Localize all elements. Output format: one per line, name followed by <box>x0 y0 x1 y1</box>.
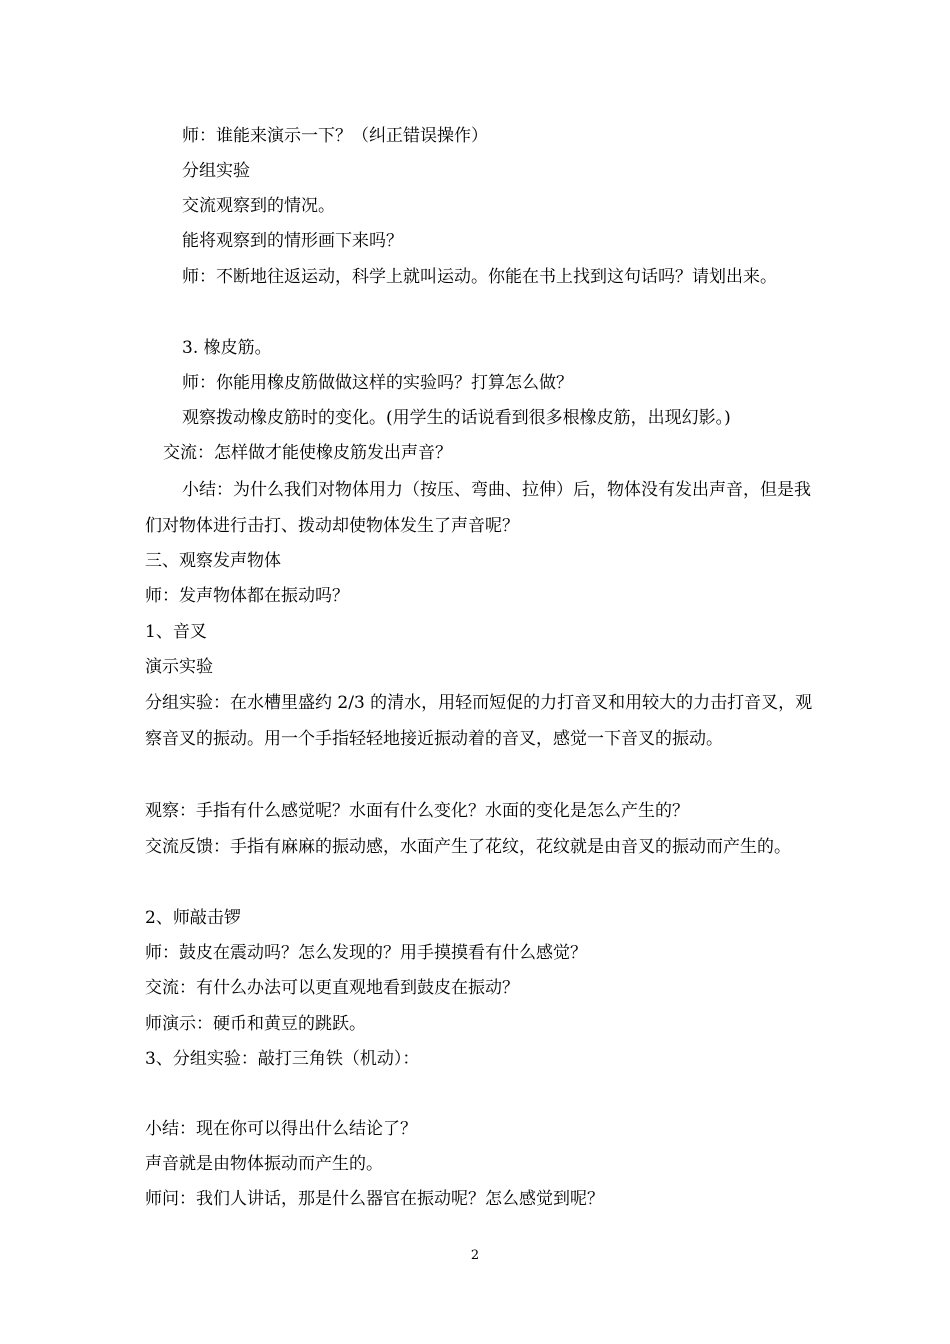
paragraph: 师：不断地往返运动，科学上就叫运动。你能在书上找到这句话吗？请划出来。 <box>182 267 777 287</box>
paragraph: 小结：为什么我们对物体用力（按压、弯曲、拉伸）后，物体没有发出声音，但是我们对物体进行击打、拨动却使物体发生了声音呢？ <box>145 480 811 536</box>
section-heading: 三、观察发声物体 <box>145 551 281 571</box>
paragraph: 交流反馈：手指有麻麻的振动感，水面产生了花纹，花纹就是由音叉的振动而产生的。 <box>145 837 791 857</box>
paragraph: 师：你能用橡皮筋做做这样的实验吗？打算怎么做？ <box>182 373 573 393</box>
page-number: 2 <box>470 1248 480 1263</box>
paragraph: 师问：我们人讲话，那是什么器官在振动呢？怎么感觉到呢？ <box>145 1189 604 1209</box>
subheading: 1、音叉 <box>145 622 207 642</box>
paragraph: 3. 橡皮筋。 <box>182 338 272 358</box>
paragraph: 能将观察到的情形画下来吗？ <box>182 231 403 251</box>
subheading: 3、分组实验：敲打三角铁（机动）： <box>145 1049 420 1069</box>
paragraph: 小结：现在你可以得出什么结论了？ <box>145 1119 417 1139</box>
paragraph: 观察拨动橡皮筋时的变化。(用学生的话说看到很多根橡皮筋，出现幻影。) <box>182 408 731 428</box>
paragraph: 观察：手指有什么感觉呢？水面有什么变化？水面的变化是怎么产生的？ <box>145 801 689 821</box>
paragraph: 分组实验：在水槽里盛约 2/3 的清水，用轻而短促的力打音叉和用较大的力击打音叉，观察音叉的振动。用一个手指轻轻地接近振动着的音叉，感觉一下音叉的振动。 <box>145 693 813 749</box>
paragraph: 师演示：硬币和黄豆的跳跃。 <box>145 1014 366 1034</box>
paragraph: 演示实验 <box>145 657 213 677</box>
paragraph: 声音就是由物体振动而产生的。 <box>145 1154 383 1174</box>
paragraph: 师：谁能来演示一下？（纠正错误操作） <box>182 126 488 146</box>
paragraph: 师：发声物体都在振动吗？ <box>145 586 349 606</box>
subheading: 2、师敲击锣 <box>145 908 241 928</box>
paragraph: 交流：怎样做才能使橡皮筋发出声音？ <box>163 443 452 463</box>
paragraph: 交流：有什么办法可以更直观地看到鼓皮在振动？ <box>145 978 519 998</box>
paragraph: 师：鼓皮在震动吗？怎么发现的？用手摸摸看有什么感觉？ <box>145 943 587 963</box>
paragraph: 分组实验 <box>182 161 250 181</box>
paragraph: 交流观察到的情况。 <box>182 196 335 216</box>
